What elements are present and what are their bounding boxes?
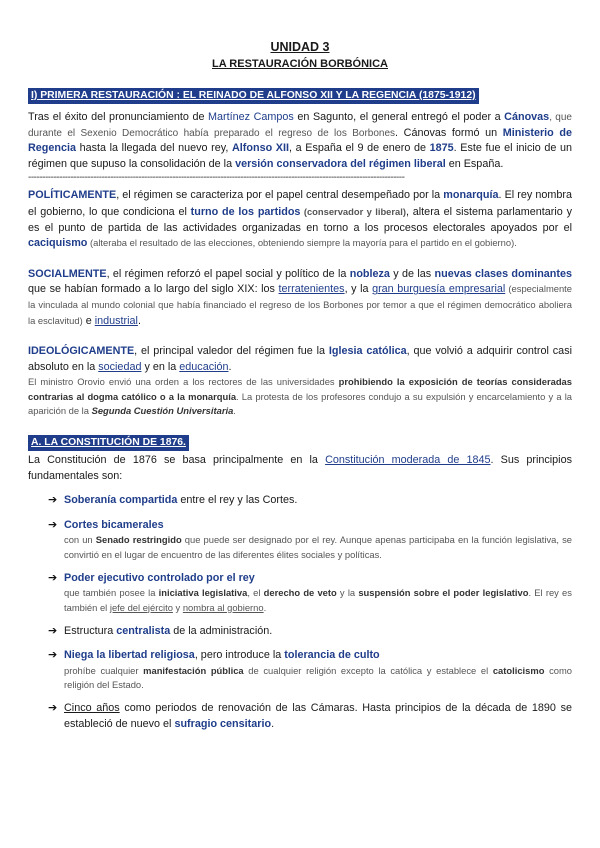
unit-title: UNIDAD 3	[270, 40, 330, 54]
text: de la administración.	[170, 624, 273, 637]
text: . Cánovas formó un	[395, 126, 503, 139]
text: , que durante el Sexenio Democrático había preparado el regreso de los Borbones	[28, 112, 572, 139]
text: , altera el sistema parlamentario y es el punto de partida de las actividades organizadas en torno a los procesos electorales apoyados por el	[28, 205, 572, 234]
segunda-cuestion: Segunda Cuestión Universitaria	[91, 404, 234, 416]
centralista: centralista	[116, 624, 171, 637]
text: .	[137, 314, 141, 327]
text: .	[233, 404, 236, 416]
text: en Sagunto, el general entregó el poder a	[293, 111, 505, 123]
gran-burguesia: gran burguesía empresarial	[372, 283, 506, 296]
text: La Constitución de 1876 se basa principalmente en la	[28, 453, 326, 466]
text: , el	[247, 587, 264, 599]
alfonso-xii: Alfonso XII	[232, 142, 290, 155]
nombra-gobierno: nombra al gobierno	[182, 601, 264, 613]
year-1875: 1875	[429, 142, 454, 155]
list-item	[28, 571, 572, 615]
cinco-anos: Cinco años	[64, 702, 120, 715]
text: en España.	[445, 157, 504, 170]
constitucion-intro	[28, 453, 572, 484]
list-item	[28, 648, 572, 692]
text: . El rey es también el	[64, 587, 572, 613]
nobleza: nobleza	[349, 267, 390, 280]
spacer	[28, 329, 572, 344]
text: y en la	[141, 360, 180, 373]
text: e	[82, 314, 95, 327]
text: hasta la llegada del nuevo rey,	[76, 142, 232, 155]
section-1-heading-wrap	[28, 85, 572, 104]
text: .	[228, 360, 232, 373]
text: que también posee la	[64, 587, 159, 599]
ideologicamente-label: IDEOLÓGICAMENTE	[28, 345, 135, 358]
text: El ministro Orovio envió una orden a los rectores de las universidades	[28, 376, 339, 388]
tolerancia-culto: tolerancia de culto	[284, 649, 380, 662]
senado-restringido: Senado restringido	[95, 534, 182, 546]
caciquismo-note: (alteraba el resultado de las elecciones, obteniendo siempre la mayoría para el partido en el gobierno).	[87, 237, 517, 249]
poder-ejecutivo: Poder ejecutivo controlado por el rey	[64, 571, 255, 584]
text: . Este fue el inicio de un régimen que supuso la consolidación de la	[28, 142, 572, 170]
dashed-separator: -------------------------------------------------------------------------------------------------------------------------------------	[28, 174, 405, 184]
version-conservadora: versión conservadora del régimen liberal	[235, 157, 446, 170]
constitucion-1845: Constitución moderada de 1845	[325, 453, 491, 466]
text: de cualquier religión excepto la católica y establece el	[243, 664, 493, 676]
text: entre el rey y las Cortes.	[177, 494, 298, 507]
sufragio-censitario: sufragio censitario	[174, 717, 272, 730]
martinez-campos: Martínez Campos	[208, 111, 294, 123]
text: , que volvió a adquirir control casi absoluto en la	[28, 345, 572, 373]
text: , el régimen reforzó el papel social y político de la	[106, 267, 350, 280]
text: Estructura	[64, 624, 117, 637]
arrow-icon: ➔	[48, 649, 58, 662]
text: como religión del Estado.	[64, 664, 573, 691]
arrow-icon: ➔	[48, 624, 58, 637]
educacion: educación	[179, 360, 229, 373]
list-item	[28, 624, 572, 640]
partidos-paren: (conservador y liberal)	[300, 205, 406, 217]
text: .	[263, 601, 267, 613]
list-item	[28, 493, 572, 509]
burguesia-note: (especialmente la vinculada al mundo colonial que había financiado el regreso de los Borbones por temor a que el régimen democrático aboliera la esclavitud)	[28, 283, 572, 326]
ministerio-regencia: Ministerio de Regencia	[28, 126, 572, 155]
text: , el régimen se caracteriza por el papel central desempeñado por la	[116, 189, 444, 202]
politico-paragraph	[28, 188, 572, 251]
text: , pero introduce la	[194, 649, 285, 662]
text: .	[271, 717, 275, 730]
section-a-heading-wrap	[28, 432, 572, 451]
iglesia-catolica: Iglesia católica	[328, 345, 407, 358]
monarquia: monarquía	[443, 189, 499, 202]
orovio-note	[28, 375, 572, 418]
sociedad: sociedad	[98, 360, 142, 373]
industrial: industrial	[94, 314, 138, 327]
libertad-religiosa: Niega la libertad religiosa	[64, 649, 195, 662]
catolicismo: catolicismo	[492, 664, 545, 676]
text: y de las	[389, 267, 435, 280]
list-item	[28, 518, 572, 562]
principles-list	[28, 493, 572, 732]
politicamente-label: POLÍTICAMENTE	[28, 189, 117, 202]
arrow-icon: ➔	[48, 571, 58, 584]
caciquismo: caciquismo	[28, 237, 88, 250]
text: , y la	[344, 283, 373, 296]
jefe-ejercito: jefe del ejército	[109, 601, 173, 613]
text: y	[172, 601, 183, 613]
turno-partidos: turno de los partidos	[190, 205, 301, 218]
text: y la	[336, 587, 359, 599]
spacer	[28, 252, 572, 267]
arrow-icon: ➔	[48, 494, 58, 507]
iniciativa-legislativa: iniciativa legislativa	[158, 587, 248, 599]
text: . El rey nombra el gobierno, lo que condiciona el	[28, 189, 572, 218]
soberania: Soberanía compartida	[64, 494, 178, 507]
social-paragraph	[28, 267, 572, 329]
terratenientes: terratenientes	[278, 283, 345, 296]
manifestacion-publica: manifestación pública	[143, 664, 244, 676]
text: Tras el éxito del pronunciamiento de	[28, 111, 209, 123]
text: . La protesta de los profesores condujo a su expulsión y encarcelamiento y a la aparición de la	[28, 390, 572, 416]
text: que se habían formado a lo largo del siglo XIX: los	[28, 283, 279, 296]
list-item	[28, 701, 572, 732]
nuevas-clases: nuevas clases dominantes	[434, 267, 572, 280]
section-1-heading: I) PRIMERA RESTAURACIÓN : EL REINADO DE ALFONSO XII Y LA REGENCIA (1875-1912)	[28, 88, 479, 104]
derecho-veto: derecho de veto	[263, 587, 337, 599]
unit-subtitle: LA RESTAURACIÓN BORBÓNICA	[212, 58, 388, 70]
text: , a España el 9 de enero de	[289, 142, 430, 155]
text: , el principal valedor del régimen fue la	[134, 345, 329, 358]
ideologico-paragraph	[28, 344, 572, 375]
text: como periodos de renovación de las Cámaras. Hasta principios de la década de 1890 se estableció de nuevo el	[64, 702, 572, 730]
text: prohíbe cualquier	[64, 664, 144, 676]
canovas: Cánovas	[504, 111, 550, 123]
suspension-poder: suspensión sobre el poder legislativo	[358, 587, 529, 599]
arrow-icon: ➔	[48, 518, 58, 531]
text: que puede ser designado por el rey. Aunque apenas participaba en la función legislativa, se convirtió en el lugar de encuentro de las diferentes élites sociales y políticas.	[64, 534, 572, 560]
socialmente-label: SOCIALMENTE	[28, 267, 107, 280]
cortes-bicamerales: Cortes bicamerales	[64, 518, 164, 531]
document-page	[28, 40, 572, 732]
arrow-icon: ➔	[48, 702, 58, 715]
text: . Sus principios fundamentales son:	[28, 453, 572, 482]
section-a-heading: A. LA CONSTITUCIÓN DE 1876.	[28, 435, 189, 451]
text: con un	[64, 534, 96, 546]
intro-paragraph	[28, 110, 572, 172]
prohibiendo: prohibiendo la exposición de teorías consideradas contrarias al dogma católico o a la monarquía	[28, 376, 572, 402]
